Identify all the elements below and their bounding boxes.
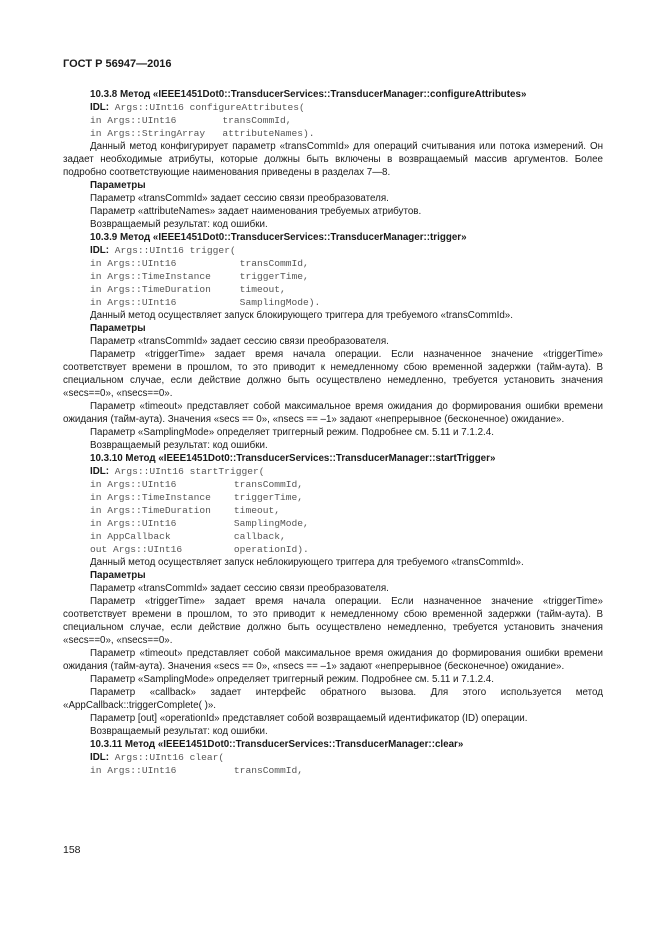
code-line: in Args::UInt16 SamplingMode). <box>90 297 321 308</box>
code-line: in Args::UInt16 SamplingMode, <box>90 518 309 529</box>
idl-label: IDL: <box>90 752 110 763</box>
idl-line <box>63 101 603 114</box>
param-text: Параметр «transCommId» задает сессию связи преобразователя. <box>90 193 389 204</box>
code-line: in Args::UInt16 transCommId, <box>90 479 304 490</box>
param-text: Параметр «triggerTime» задает время начала операции. Если назначенное значение «triggerTime» соответствует времени в прошлом, то это приводит к немедленному сбою временной задержки (тайм-аута). В специальном случае, если действие должно быть осуществлено немедленно, требуется установить значения «secs==0», «nsecs==0». <box>63 596 603 646</box>
section-heading: 10.3.9 Метод «IEEE1451Dot0::TransducerServices::TransducerManager::trigger» <box>90 232 467 243</box>
section-heading: 10.3.10 Метод «IEEE1451Dot0::TransducerServices::TransducerManager::startTrigger» <box>90 453 496 464</box>
code-line: in Args::UInt16 transCommId, <box>90 258 309 269</box>
return-text: Возвращаемый результат: код ошибки. <box>90 726 268 737</box>
idl-label: IDL: <box>90 245 110 256</box>
params-title: Параметры <box>90 323 146 334</box>
param-text: Параметр [out] «operationId» представляет собой возвращаемый идентификатор (ID) операции. <box>90 713 528 724</box>
code-line: in AppCallback callback, <box>90 531 286 542</box>
param-text: Параметр «SamplingMode» определяет триггерный режим. Подробнее см. 5.11 и 7.1.2.4. <box>90 427 494 438</box>
idl-label: IDL: <box>90 102 110 113</box>
param-text: Параметр «attributeNames» задает наименования требуемых атрибутов. <box>90 206 422 217</box>
code-line: in Args::StringArray attributeNames). <box>90 128 315 139</box>
param-text: Параметр «SamplingMode» определяет триггерный режим. Подробнее см. 5.11 и 7.1.2.4. <box>90 674 494 685</box>
code-line: in Args::TimeInstance triggerTime, <box>90 492 304 503</box>
idl-signature: Args::UInt16 startTrigger( <box>109 466 265 477</box>
section-heading: 10.3.11 Метод «IEEE1451Dot0::TransducerServices::TransducerManager::clear» <box>90 739 464 750</box>
code-line: in Args::UInt16 transCommId, <box>90 765 304 776</box>
idl-line <box>63 244 603 257</box>
code-line: in Args::TimeInstance triggerTime, <box>90 271 309 282</box>
params-title: Параметры <box>90 180 146 191</box>
param-text: Параметр «callback» задает интерфейс обратного вызова. Для этого используется метод «AppCallback::triggerComplete( )». <box>63 687 603 711</box>
param-text: Параметр «timeout» представляет собой максимальное время ожидания до формирования ошибки времени ожидания (тайм-аута). Значения «secs == 0», «nsecs == –1» задают «непрерывное (бесконечное) ожидание». <box>63 648 603 672</box>
idl-signature: Args::UInt16 trigger( <box>109 245 236 256</box>
code-line: in Args::UInt16 transCommId, <box>90 115 292 126</box>
code-line: in Args::TimeDuration timeout, <box>90 284 286 295</box>
idl-line <box>63 751 603 764</box>
page-number: 158 <box>63 844 81 856</box>
return-text: Возвращаемый результат: код ошибки. <box>90 219 268 230</box>
idl-line <box>63 465 603 478</box>
param-text: Параметр «transCommId» задает сессию связи преобразователя. <box>90 583 389 594</box>
return-text: Возвращаемый результат: код ошибки. <box>90 440 268 451</box>
method-description: Данный метод осуществляет запуск неблокирующего триггера для требуемого «transCommId». <box>90 557 524 568</box>
idl-signature: Args::UInt16 configureAttributes( <box>109 102 305 113</box>
code-line: out Args::UInt16 operationId). <box>90 544 309 555</box>
param-text: Параметр «timeout» представляет собой максимальное время ожидания до формирования ошибки времени ожидания (тайм-аута). Значения «secs == 0», «nsecs == –1» задают «непрерывное (бесконечное) ожидание». <box>63 401 603 425</box>
idl-signature: Args::UInt16 clear( <box>109 752 225 763</box>
section-heading: 10.3.8 Метод «IEEE1451Dot0::TransducerServices::TransducerManager::configureAttributes» <box>90 89 527 100</box>
method-description: Данный метод конфигурирует параметр «transCommId» для операций считывания или потока измерений. Он задает необходимые атрибуты, которые должны быть включены в возвращаемый массив аргументов. Более подробно соответствующие наименования приведены в разделах 7—8. <box>63 141 603 178</box>
code-line: in Args::TimeDuration timeout, <box>90 505 280 516</box>
method-description: Данный метод осуществляет запуск блокирующего триггера для требуемого «transCommId». <box>90 310 513 321</box>
page-content <box>63 88 603 777</box>
params-title: Параметры <box>90 570 146 581</box>
param-text: Параметр «transCommId» задает сессию связи преобразователя. <box>90 336 389 347</box>
idl-label: IDL: <box>90 466 110 477</box>
param-text: Параметр «triggerTime» задает время начала операции. Если назначенное значение «triggerTime» соответствует времени в прошлом, то это приводит к немедленному сбою временной задержки (тайм-аута). В специальном случае, если действие должно быть осуществлено немедленно, требуется установить значения «secs==0», «nsecs==0». <box>63 349 603 399</box>
document-header: ГОСТ Р 56947—2016 <box>63 58 172 70</box>
